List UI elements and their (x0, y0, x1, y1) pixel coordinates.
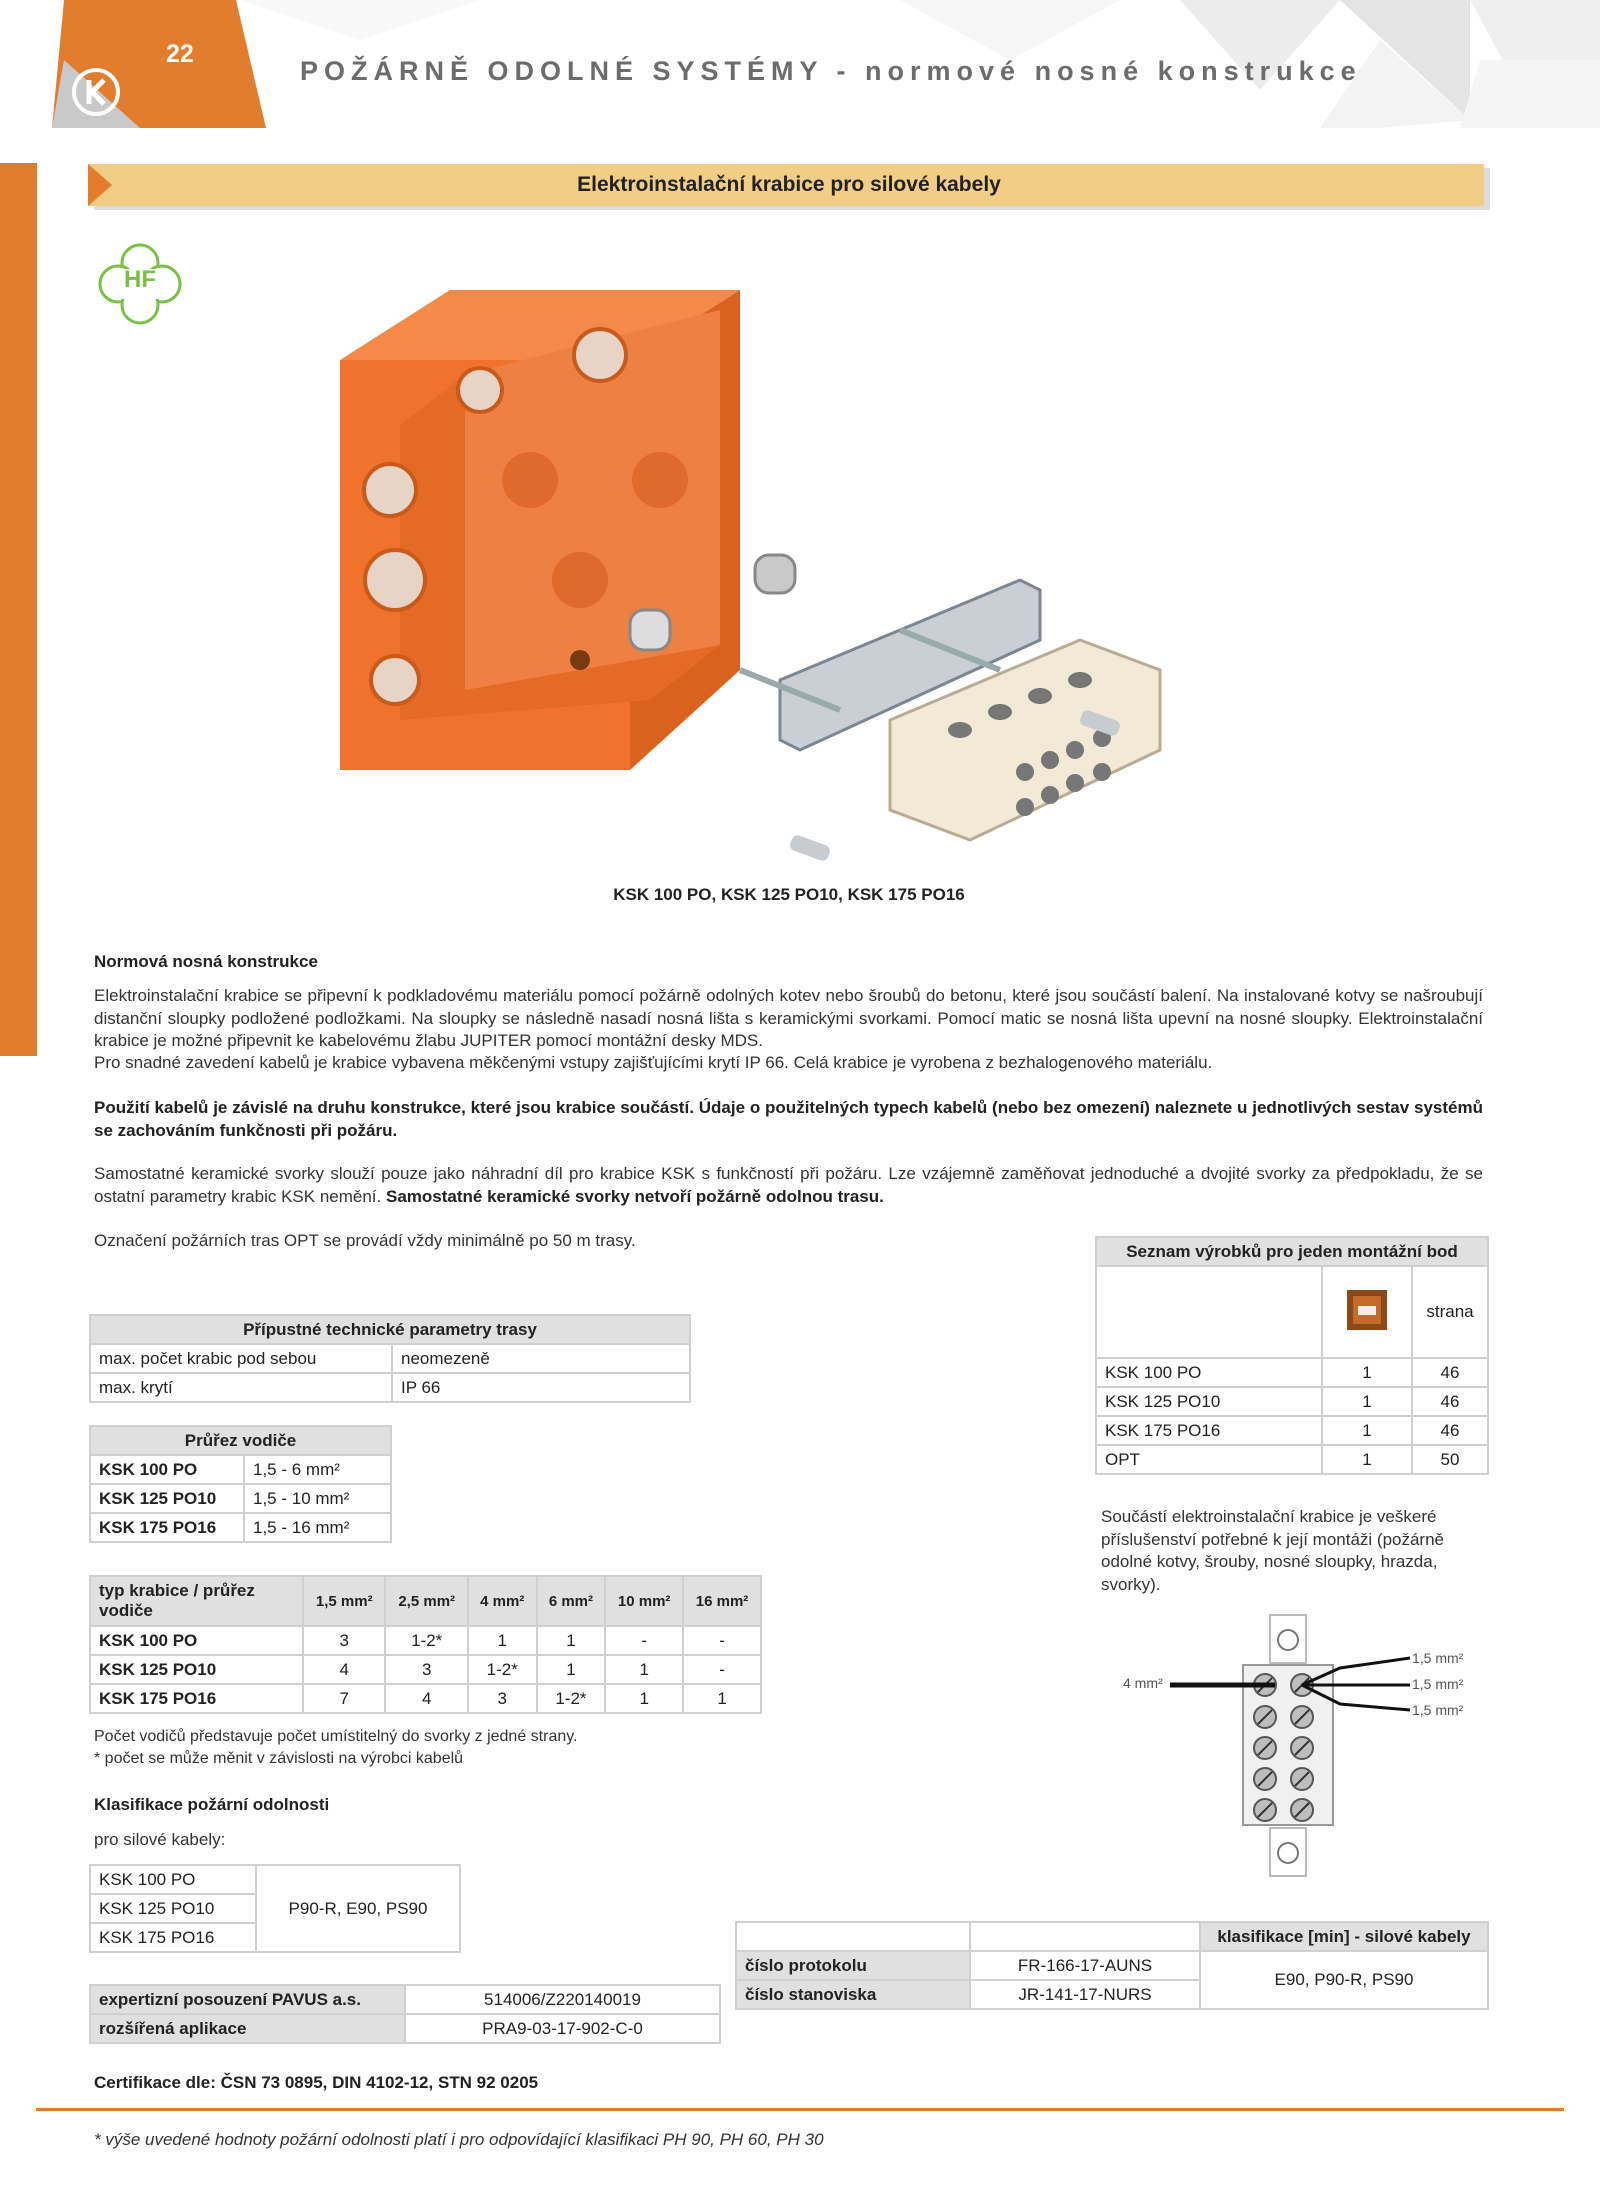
product-list-title: Seznam výrobků pro jeden montážní bod (1096, 1237, 1488, 1266)
table-cell: KSK 125 PO10 (1096, 1387, 1322, 1416)
table-cell: 46 (1412, 1358, 1488, 1387)
table-row (736, 1951, 1488, 1980)
table-row (90, 1626, 761, 1655)
table-cell: 7 (303, 1684, 385, 1713)
table-cell (1096, 1266, 1322, 1358)
table-cell: expertizní posouzení PAVUS a.s. (90, 1985, 405, 2014)
table-cell: JR-141-17-NURS (970, 1980, 1200, 2009)
side-accent-bar (0, 163, 37, 1056)
table-header: 10 mm² (605, 1576, 683, 1626)
table-cell: KSK 100 PO (90, 1455, 244, 1484)
table-cell: OPT (1096, 1445, 1322, 1474)
table-cell (736, 1922, 970, 1951)
table-cell: 1 (1322, 1416, 1412, 1445)
table-row (90, 1484, 391, 1513)
table-cell: 1 (1322, 1387, 1412, 1416)
table-cell: 1,5 - 6 mm² (244, 1455, 391, 1484)
wire-label-right-1: 1,5 mm² (1412, 1650, 1464, 1666)
conductor-size-title: Průřez vodiče (90, 1426, 391, 1455)
table-cell: neomezeně (392, 1344, 690, 1373)
conductor-note-1: Počet vodičů představuje počet umístitelný do svorky z jedné strany. (94, 1728, 578, 1745)
product-list-table (1095, 1236, 1489, 1475)
wire-label-left: 4 mm² (1123, 1675, 1163, 1691)
table-row (90, 2014, 720, 2043)
table-cell: 1-2* (385, 1626, 467, 1655)
table-cell: IP 66 (392, 1373, 690, 1402)
table-header: 6 mm² (537, 1576, 606, 1626)
table-cell: KSK 125 PO10 (90, 1655, 303, 1684)
table-header: typ krabice / průřez vodiče (90, 1576, 303, 1626)
table-cell: - (683, 1655, 761, 1684)
table-cell: 1 (683, 1684, 761, 1713)
page-number: 22 (166, 40, 194, 68)
table-header: 4 mm² (468, 1576, 537, 1626)
table-cell: 1-2* (537, 1684, 606, 1713)
table-header: 1,5 mm² (303, 1576, 385, 1626)
table-cell: KSK 125 PO10 (90, 1484, 244, 1513)
table-row (90, 1344, 690, 1373)
conductor-count-table (89, 1575, 762, 1714)
classification-value: P90-R, E90, PS90 (256, 1865, 460, 1952)
table-row (90, 1684, 761, 1713)
table-cell: rozšířená aplikace (90, 2014, 405, 2043)
product-caption: KSK 100 PO, KSK 125 PO10, KSK 175 PO16 (613, 885, 965, 904)
classification-subheading: pro silové kabely: (94, 1830, 226, 1849)
table-cell: - (605, 1626, 683, 1655)
norm-paragraph-3-bold: Samostatné keramické svorky netvoří požárně odolnou trasu. (385, 1186, 884, 1206)
table-cell: KSK 100 PO (90, 1626, 303, 1655)
params-table-title: Přípustné technické parametry trasy (90, 1315, 690, 1344)
table-cell: 1 (537, 1655, 606, 1684)
section-title: Elektroinstalační krabice pro silové kabely (577, 173, 1001, 196)
table-cell: max. počet krabic pod sebou (90, 1344, 392, 1373)
protocol-header: klasifikace [min] - silové kabely (1200, 1922, 1488, 1951)
table-cell: KSK 175 PO16 (90, 1513, 244, 1542)
table-row (1096, 1387, 1488, 1416)
table-row (90, 1513, 391, 1542)
table-cell: 1,5 - 16 mm² (244, 1513, 391, 1542)
table-cell: 4 (385, 1684, 467, 1713)
table-cell: 4 (303, 1655, 385, 1684)
wire-label-right-3: 1,5 mm² (1412, 1702, 1464, 1718)
table-cell: 514006/Z220140019 (405, 1985, 720, 2014)
product-image (280, 250, 1360, 870)
page-title: POŽÁRNĚ ODOLNÉ SYSTÉMY - normové nosné konstrukce (300, 56, 1362, 86)
table-row (736, 1922, 1488, 1951)
table-row (90, 1655, 761, 1684)
table-cell: 1 (1322, 1445, 1412, 1474)
wire-label-right-2: 1,5 mm² (1412, 1676, 1464, 1692)
protocol-table (735, 1921, 1489, 2010)
norm-bold-paragraph: Použití kabelů je závislé na druhu konstrukce, které jsou krabice součástí. Údaje o použitelných typech kabelů (nebo bez omezení) naleznete u jednotlivých sestav systémů se zachováním funkčnosti při požáru. (94, 1098, 1483, 1140)
footnote: * výše uvedené hodnoty požární odolnosti platí i pro odpovídající klasifikaci PH 90, PH 60, PH 30 (94, 2130, 824, 2149)
certification-text: Certifikace dle: ČSN 73 0895, DIN 4102-12, STN 92 0205 (94, 2073, 539, 2092)
table-cell: KSK 125 PO10 (90, 1894, 256, 1923)
table-cell (970, 1922, 1200, 1951)
table-cell: 1-2* (468, 1655, 537, 1684)
norm-paragraph-3 (94, 1163, 1483, 1208)
table-cell: 1 (1322, 1358, 1412, 1387)
product-list-note: Součástí elektroinstalační krabice je veškeré příslušenství potřebné k její montáži (požárně odolné kotvy, šrouby, nosné sloupky, hrazda, svorky). (1101, 1507, 1445, 1594)
table-header: 2,5 mm² (385, 1576, 467, 1626)
table-cell: číslo stanoviska (736, 1980, 970, 2009)
table-cell: FR-166-17-AUNS (970, 1951, 1200, 1980)
table-cell: 50 (1412, 1445, 1488, 1474)
table-row (1096, 1416, 1488, 1445)
table-cell: 3 (385, 1655, 467, 1684)
norm-paragraph-1: Elektroinstalační krabice se připevní k podkladovému materiálu pomocí požárně odolných kotev nebo šroubů do betonu, které jsou součástí balení. Na instalované kotvy se našroubují distanční sloupky podložené podložkami. Na sloupky se následně nasadí nosná lišta s keramickými svorkami. Pomocí matic se nosná lišta upevní na nosné sloupky. Elektroinstalační krabice je možné připevnit ke kabelovému žlabu JUPITER pomocí montážní desky MDS. (94, 986, 1483, 1050)
table-row (90, 1865, 460, 1894)
table-cell: 1,5 - 10 mm² (244, 1484, 391, 1513)
table-row (90, 1455, 391, 1484)
params-table (89, 1314, 691, 1403)
footer-divider (36, 2108, 1564, 2111)
pavus-table (89, 1984, 721, 2044)
table-cell: PRA9-03-17-902-C-0 (405, 2014, 720, 2043)
company-logo (70, 66, 122, 118)
hf-badge-label: HF (124, 266, 156, 293)
table-row (1096, 1445, 1488, 1474)
conductor-note-2: * počet se může měnit v závislosti na výrobci kabelů (94, 1750, 464, 1767)
conductor-size-table (89, 1425, 392, 1543)
table-cell: - (683, 1626, 761, 1655)
table-cell: KSK 175 PO16 (90, 1923, 256, 1952)
classification-heading: Klasifikace požární odolnosti (94, 1795, 330, 1814)
table-cell: KSK 175 PO16 (1096, 1416, 1322, 1445)
table-cell: KSK 100 PO (1096, 1358, 1322, 1387)
table-cell: číslo protokolu (736, 1951, 970, 1980)
norm-heading: Normová nosná konstrukce (94, 952, 318, 971)
norm-paragraph-2: Pro snadné zavedení kabelů je krabice vybavena měkčenými vstupy zajišťujícími krytí IP 66. Celá krabice je vyrobena z bezhalogenového materiálu. (94, 1053, 1213, 1072)
table-row (1096, 1266, 1488, 1358)
table-cell: 3 (303, 1626, 385, 1655)
table-header: 16 mm² (683, 1576, 761, 1626)
protocol-value: E90, P90-R, PS90 (1200, 1951, 1488, 2009)
table-cell: 3 (468, 1684, 537, 1713)
table-cell: 46 (1412, 1416, 1488, 1445)
table-cell: KSK 175 PO16 (90, 1684, 303, 1713)
table-row (1096, 1358, 1488, 1387)
table-cell: 1 (537, 1626, 606, 1655)
table-cell: 1 (468, 1626, 537, 1655)
table-row (90, 1985, 720, 2014)
junction-box-icon (1344, 1287, 1390, 1333)
table-cell: max. krytí (90, 1373, 392, 1402)
norm-paragraph-4: Označení požárních tras OPT se provádí vždy minimálně po 50 m trasy. (94, 1231, 636, 1250)
table-cell: 46 (1412, 1387, 1488, 1416)
table-row (90, 1373, 690, 1402)
strana-label: strana (1412, 1266, 1488, 1358)
table-cell: KSK 100 PO (90, 1865, 256, 1894)
table-cell (1322, 1266, 1412, 1358)
table-cell: 1 (605, 1684, 683, 1713)
table-cell: 1 (605, 1655, 683, 1684)
norm-paragraph-3-text: Samostatné keramické svorky slouží pouze jako náhradní díl pro krabice KSK s funkčností při požáru. Lze vzájemně zaměňovat jednoduché a dvojité svorky za předpokladu, že se ostatní parametry krabic KSK nemění. (94, 1164, 1483, 1206)
classification-table (89, 1864, 461, 1953)
